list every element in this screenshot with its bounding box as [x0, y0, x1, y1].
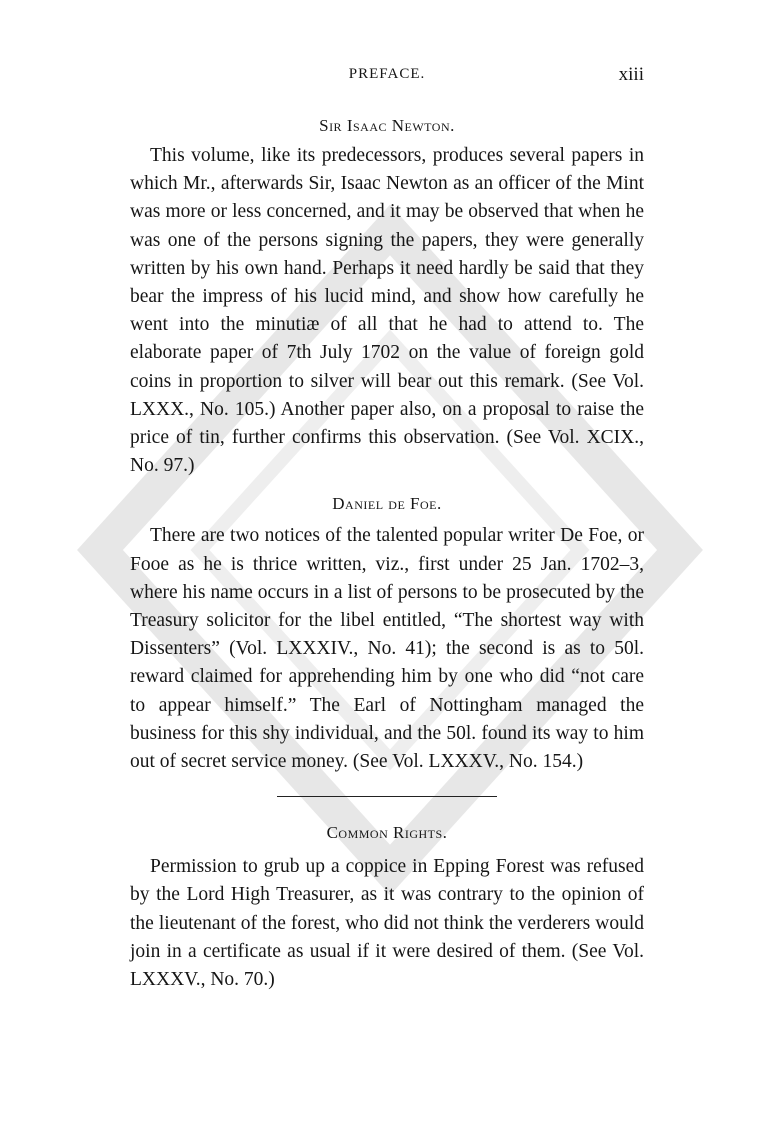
section-paragraph-newton: This volume, like its predecessors, produces several papers in which Mr., afterwards Sir, Isaac Newton as an officer of the Mint was more or less concerned, and it may be observed that when he was one of the persons signing the papers, they were generally written by his own hand. Perhaps it need hardly be said that they bear the impress of his lucid mind, and show how carefully he went into the minutiæ of all that he had to attend to. The elaborate paper of 7th July 1702 on the value of foreign gold coins in proportion to silver will bear out this remark. (See Vol. LXXX., No. 105.) Another paper also, on a proposal to raise the price of tin, further confirms this observation. (See Vol. XCIX., No. 97.) — [130, 145, 644, 477]
section-heading-defoe: Daniel de Foe. — [332, 494, 442, 514]
section-paragraph-common-rights: Permission to grub up a coppice in Epping Forest was refused by the Lord High Treasurer, as it was contrary to the opinion of the lieutenant of the forest, who did not think the verderers would join in a certificate as usual if it were desired of them. (See Vol. LXXXV., No. 70.) — [130, 856, 644, 991]
section-divider-rule — [277, 796, 497, 797]
running-head — [130, 66, 644, 90]
section-heading-common-rights: Common Rights. — [326, 823, 448, 843]
section-heading-newton: Sir Isaac Newton. — [319, 116, 455, 135]
section-paragraph-defoe: There are two notices of the talented popular writer De Foe, or Fooe as he is thrice written, viz., first under 25 Jan. 1702–3, where his name occurs in a list of persons to be prosecuted by the Treasury solicitor for the libel entitled, “The shortest way with Dissenters” (Vol. LXXXIV., No. 41); the second is as to 50l. reward claimed for apprehending him by one who did “not care to appear himself.” The Earl of Nottingham managed the business for this shy individual, and the 50l. found its way to him out of secret service money. (See Vol. LXXXV., No. 154.) — [130, 525, 644, 773]
running-title: PREFACE. — [348, 66, 426, 82]
page-number: xiii — [618, 64, 644, 85]
page-body — [130, 112, 644, 994]
